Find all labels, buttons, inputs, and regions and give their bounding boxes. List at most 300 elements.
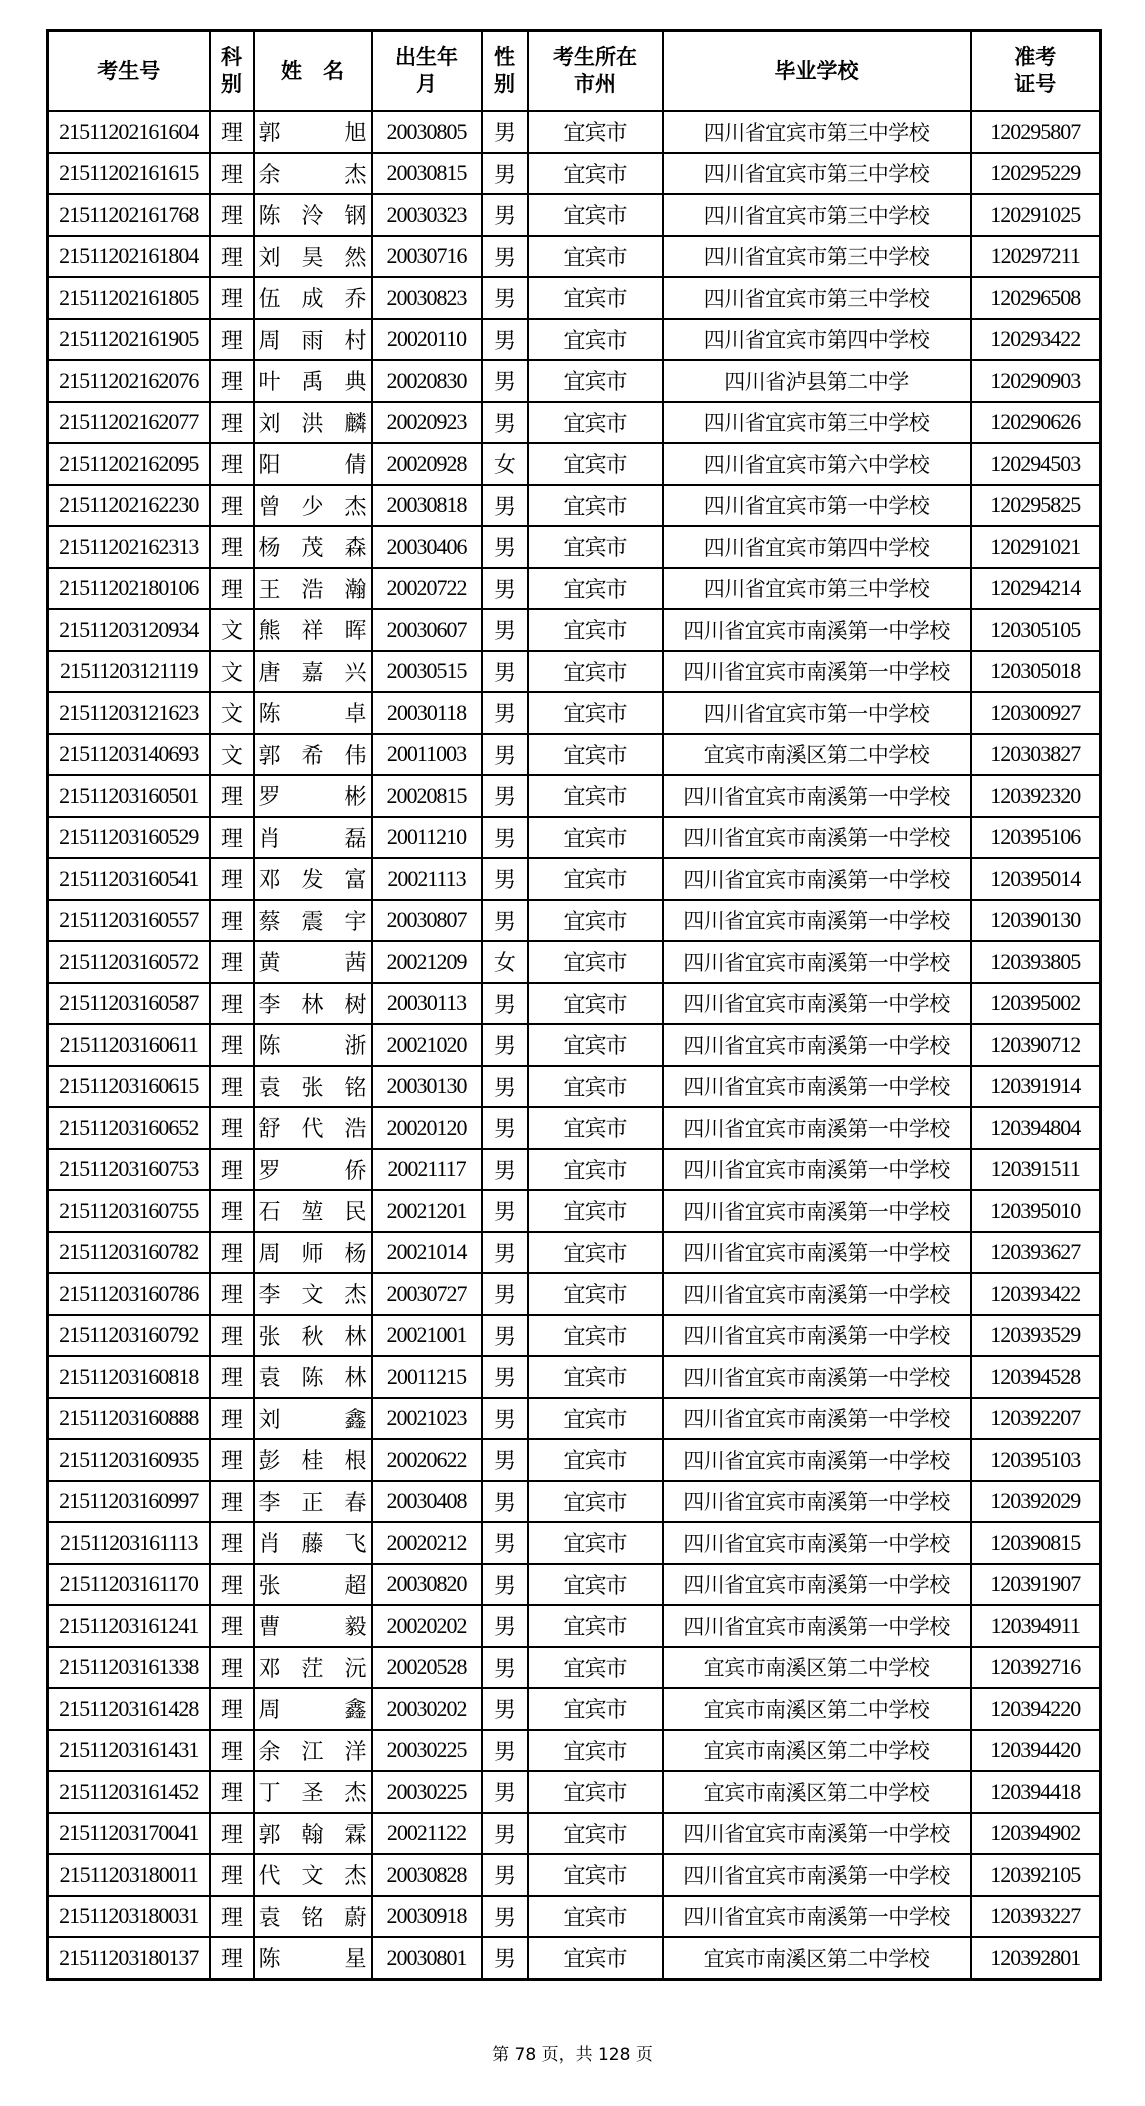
cell-gender: 男 xyxy=(482,817,528,859)
cell-school: 四川省宜宾市南溪第一中学校 xyxy=(663,1439,971,1481)
cell-city: 宜宾市 xyxy=(528,443,663,485)
cell-city: 宜宾市 xyxy=(528,983,663,1025)
cell-gender: 男 xyxy=(482,1771,528,1813)
table-row xyxy=(48,319,1101,361)
cell-exam-id: 21511203160792 xyxy=(48,1315,210,1357)
cell-exam-id: 21511202161604 xyxy=(48,111,210,153)
cell-subject: 理 xyxy=(210,443,254,485)
cell-city: 宜宾市 xyxy=(528,1232,663,1274)
table-row xyxy=(48,485,1101,527)
cell-gender: 女 xyxy=(482,443,528,485)
cell-name xyxy=(254,568,372,610)
cell-exam-id: 21511203161428 xyxy=(48,1688,210,1730)
cell-ticket: 120290903 xyxy=(971,360,1101,402)
cell-ticket: 120393422 xyxy=(971,1273,1101,1315)
cell-subject: 理 xyxy=(210,1730,254,1772)
cell-ticket: 120394220 xyxy=(971,1688,1101,1730)
student-name: 陈浙 xyxy=(258,1033,367,1059)
cell-ticket: 120393627 xyxy=(971,1232,1101,1274)
cell-ticket: 120394902 xyxy=(971,1813,1101,1855)
cell-city: 宜宾市 xyxy=(528,609,663,651)
table-row xyxy=(48,277,1101,319)
cell-birth: 20030130 xyxy=(372,1066,482,1108)
cell-gender: 男 xyxy=(482,1522,528,1564)
cell-city: 宜宾市 xyxy=(528,319,663,361)
cell-subject: 理 xyxy=(210,941,254,983)
student-name: 唐嘉兴 xyxy=(258,659,367,685)
table-row xyxy=(48,153,1101,195)
cell-school: 四川省宜宾市第三中学校 xyxy=(663,194,971,236)
student-name: 石堃民 xyxy=(258,1199,367,1225)
cell-school: 四川省宜宾市第一中学校 xyxy=(663,692,971,734)
cell-exam-id: 21511203161431 xyxy=(48,1730,210,1772)
cell-school: 四川省泸县第二中学 xyxy=(663,360,971,402)
cell-name xyxy=(254,1107,372,1149)
cell-school: 四川省宜宾市南溪第一中学校 xyxy=(663,1024,971,1066)
student-name: 刘昊然 xyxy=(258,244,367,270)
cell-city: 宜宾市 xyxy=(528,651,663,693)
cell-gender: 男 xyxy=(482,526,528,568)
cell-ticket: 120390130 xyxy=(971,900,1101,942)
cell-school: 四川省宜宾市南溪第一中学校 xyxy=(663,651,971,693)
cell-ticket: 120294214 xyxy=(971,568,1101,610)
cell-birth: 20030225 xyxy=(372,1730,482,1772)
cell-ticket: 120392105 xyxy=(971,1854,1101,1896)
cell-exam-id: 21511203160935 xyxy=(48,1439,210,1481)
table-row xyxy=(48,1273,1101,1315)
student-name: 陈泠钢 xyxy=(258,203,367,229)
cell-exam-id: 21511202162095 xyxy=(48,443,210,485)
cell-ticket: 120392801 xyxy=(971,1937,1101,1979)
cell-ticket: 120391907 xyxy=(971,1564,1101,1606)
cell-ticket: 120391511 xyxy=(971,1149,1101,1191)
cell-subject: 理 xyxy=(210,485,254,527)
table-row xyxy=(48,1605,1101,1647)
cell-name xyxy=(254,692,372,734)
cell-name xyxy=(254,443,372,485)
cell-city: 宜宾市 xyxy=(528,1854,663,1896)
cell-birth: 20030323 xyxy=(372,194,482,236)
cell-subject: 理 xyxy=(210,1273,254,1315)
cell-gender: 男 xyxy=(482,858,528,900)
cell-gender: 女 xyxy=(482,941,528,983)
student-name: 肖磊 xyxy=(258,825,367,851)
cell-name xyxy=(254,858,372,900)
cell-school: 四川省宜宾市第三中学校 xyxy=(663,568,971,610)
table-row xyxy=(48,1854,1101,1896)
header-birth: 出生年月 xyxy=(372,31,482,112)
cell-gender: 男 xyxy=(482,1564,528,1606)
cell-school: 四川省宜宾市第三中学校 xyxy=(663,402,971,444)
cell-exam-id: 21511203160782 xyxy=(48,1232,210,1274)
cell-birth: 20020923 xyxy=(372,402,482,444)
table-row xyxy=(48,734,1101,776)
cell-name xyxy=(254,1771,372,1813)
cell-gender: 男 xyxy=(482,319,528,361)
cell-city: 宜宾市 xyxy=(528,1771,663,1813)
cell-gender: 男 xyxy=(482,1066,528,1108)
cell-city: 宜宾市 xyxy=(528,734,663,776)
cell-ticket: 120395106 xyxy=(971,817,1101,859)
student-name: 余杰 xyxy=(258,161,367,187)
cell-birth: 20020722 xyxy=(372,568,482,610)
cell-city: 宜宾市 xyxy=(528,900,663,942)
cell-subject: 理 xyxy=(210,1439,254,1481)
cell-exam-id: 21511202161804 xyxy=(48,236,210,278)
cell-exam-id: 21511203161170 xyxy=(48,1564,210,1606)
cell-school: 宜宾市南溪区第二中学校 xyxy=(663,1647,971,1689)
cell-name xyxy=(254,1647,372,1689)
cell-exam-id: 21511202162230 xyxy=(48,485,210,527)
cell-ticket: 120394418 xyxy=(971,1771,1101,1813)
student-name: 袁陈林 xyxy=(258,1365,367,1391)
student-name: 张秋林 xyxy=(258,1323,367,1349)
cell-ticket: 120393805 xyxy=(971,941,1101,983)
cell-gender: 男 xyxy=(482,153,528,195)
cell-ticket: 120293422 xyxy=(971,319,1101,361)
cell-school: 四川省宜宾市南溪第一中学校 xyxy=(663,983,971,1025)
cell-birth: 20030805 xyxy=(372,111,482,153)
cell-city: 宜宾市 xyxy=(528,111,663,153)
table-row xyxy=(48,1564,1101,1606)
cell-birth: 20030818 xyxy=(372,485,482,527)
cell-ticket: 120392716 xyxy=(971,1647,1101,1689)
cell-name xyxy=(254,941,372,983)
cell-name xyxy=(254,1232,372,1274)
table-row xyxy=(48,1896,1101,1938)
cell-subject: 理 xyxy=(210,775,254,817)
cell-ticket: 120390712 xyxy=(971,1024,1101,1066)
cell-ticket: 120295825 xyxy=(971,485,1101,527)
student-name: 伍成乔 xyxy=(258,286,367,312)
student-name: 彭桂根 xyxy=(258,1448,367,1474)
student-name: 罗彬 xyxy=(258,784,367,810)
cell-subject: 理 xyxy=(210,319,254,361)
header-subject: 科别 xyxy=(210,31,254,112)
cell-city: 宜宾市 xyxy=(528,1522,663,1564)
cell-school: 宜宾市南溪区第二中学校 xyxy=(663,1730,971,1772)
header-name: 姓 名 xyxy=(254,31,372,112)
cell-name xyxy=(254,1356,372,1398)
cell-subject: 理 xyxy=(210,900,254,942)
cell-city: 宜宾市 xyxy=(528,1896,663,1938)
cell-city: 宜宾市 xyxy=(528,1605,663,1647)
student-name: 曾少杰 xyxy=(258,493,367,519)
cell-birth: 20021020 xyxy=(372,1024,482,1066)
cell-subject: 理 xyxy=(210,153,254,195)
student-name: 黄茜 xyxy=(258,950,367,976)
table-body xyxy=(48,111,1101,1979)
cell-subject: 理 xyxy=(210,1688,254,1730)
table-row xyxy=(48,1771,1101,1813)
header-school: 毕业学校 xyxy=(663,31,971,112)
cell-city: 宜宾市 xyxy=(528,1066,663,1108)
cell-gender: 男 xyxy=(482,734,528,776)
cell-exam-id: 21511203180011 xyxy=(48,1854,210,1896)
table-row xyxy=(48,775,1101,817)
student-name: 邓茳沅 xyxy=(258,1655,367,1681)
cell-name xyxy=(254,402,372,444)
cell-exam-id: 21511203180137 xyxy=(48,1937,210,1979)
table-row xyxy=(48,1149,1101,1191)
student-name: 李林树 xyxy=(258,991,367,1017)
cell-birth: 20020622 xyxy=(372,1439,482,1481)
cell-ticket: 120394528 xyxy=(971,1356,1101,1398)
table-row xyxy=(48,1356,1101,1398)
cell-name xyxy=(254,236,372,278)
table-row xyxy=(48,402,1101,444)
cell-school: 四川省宜宾市南溪第一中学校 xyxy=(663,1481,971,1523)
cell-gender: 男 xyxy=(482,1149,528,1191)
cell-exam-id: 21511203160615 xyxy=(48,1066,210,1108)
cell-gender: 男 xyxy=(482,360,528,402)
admission-list-table xyxy=(46,29,1102,1981)
cell-subject: 理 xyxy=(210,1024,254,1066)
cell-subject: 理 xyxy=(210,1605,254,1647)
cell-gender: 男 xyxy=(482,1190,528,1232)
table-row xyxy=(48,1024,1101,1066)
table-row xyxy=(48,1439,1101,1481)
cell-exam-id: 21511203160572 xyxy=(48,941,210,983)
cell-gender: 男 xyxy=(482,236,528,278)
cell-city: 宜宾市 xyxy=(528,775,663,817)
cell-subject: 理 xyxy=(210,858,254,900)
cell-city: 宜宾市 xyxy=(528,1398,663,1440)
table-row xyxy=(48,1937,1101,1979)
cell-subject: 理 xyxy=(210,1232,254,1274)
table-row xyxy=(48,983,1101,1025)
cell-gender: 男 xyxy=(482,1688,528,1730)
cell-school: 四川省宜宾市南溪第一中学校 xyxy=(663,1232,971,1274)
cell-birth: 20030408 xyxy=(372,1481,482,1523)
cell-birth: 20020212 xyxy=(372,1522,482,1564)
cell-city: 宜宾市 xyxy=(528,1647,663,1689)
cell-ticket: 120291021 xyxy=(971,526,1101,568)
cell-gender: 男 xyxy=(482,692,528,734)
cell-city: 宜宾市 xyxy=(528,1688,663,1730)
cell-gender: 男 xyxy=(482,1730,528,1772)
cell-birth: 20030716 xyxy=(372,236,482,278)
cell-ticket: 120392029 xyxy=(971,1481,1101,1523)
cell-name xyxy=(254,277,372,319)
cell-name xyxy=(254,194,372,236)
cell-exam-id: 21511203161338 xyxy=(48,1647,210,1689)
cell-birth: 20030406 xyxy=(372,526,482,568)
table-row xyxy=(48,941,1101,983)
cell-gender: 男 xyxy=(482,983,528,1025)
cell-school: 四川省宜宾市南溪第一中学校 xyxy=(663,1854,971,1896)
cell-exam-id: 21511203160529 xyxy=(48,817,210,859)
cell-name xyxy=(254,609,372,651)
cell-name xyxy=(254,1813,372,1855)
cell-ticket: 120393227 xyxy=(971,1896,1101,1938)
cell-school: 四川省宜宾市第三中学校 xyxy=(663,236,971,278)
cell-ticket: 120395014 xyxy=(971,858,1101,900)
cell-city: 宜宾市 xyxy=(528,402,663,444)
table-row xyxy=(48,817,1101,859)
cell-city: 宜宾市 xyxy=(528,1564,663,1606)
cell-name xyxy=(254,1481,372,1523)
cell-exam-id: 21511203160753 xyxy=(48,1149,210,1191)
student-name: 阳倩 xyxy=(258,452,367,478)
cell-exam-id: 21511203180031 xyxy=(48,1896,210,1938)
table-row xyxy=(48,609,1101,651)
student-name: 蔡震宇 xyxy=(258,908,367,934)
student-name: 李正春 xyxy=(258,1489,367,1515)
cell-subject: 理 xyxy=(210,1647,254,1689)
cell-birth: 20020202 xyxy=(372,1605,482,1647)
cell-name xyxy=(254,900,372,942)
cell-ticket: 120394804 xyxy=(971,1107,1101,1149)
cell-school: 四川省宜宾市南溪第一中学校 xyxy=(663,1149,971,1191)
cell-subject: 理 xyxy=(210,1481,254,1523)
cell-city: 宜宾市 xyxy=(528,817,663,859)
cell-name xyxy=(254,817,372,859)
cell-exam-id: 21511203160652 xyxy=(48,1107,210,1149)
cell-name xyxy=(254,360,372,402)
student-name: 郭旭 xyxy=(258,120,367,146)
cell-subject: 理 xyxy=(210,236,254,278)
student-name: 周鑫 xyxy=(258,1697,367,1723)
cell-school: 四川省宜宾市南溪第一中学校 xyxy=(663,1398,971,1440)
cell-exam-id: 21511203160818 xyxy=(48,1356,210,1398)
cell-school: 四川省宜宾市南溪第一中学校 xyxy=(663,817,971,859)
student-name: 杨茂森 xyxy=(258,535,367,561)
table-row xyxy=(48,194,1101,236)
cell-name xyxy=(254,1854,372,1896)
cell-birth: 20020528 xyxy=(372,1647,482,1689)
cell-school: 四川省宜宾市南溪第一中学校 xyxy=(663,1107,971,1149)
table-row xyxy=(48,1522,1101,1564)
cell-ticket: 120300927 xyxy=(971,692,1101,734)
cell-school: 四川省宜宾市南溪第一中学校 xyxy=(663,900,971,942)
cell-school: 四川省宜宾市南溪第一中学校 xyxy=(663,1273,971,1315)
cell-subject: 理 xyxy=(210,277,254,319)
table-row xyxy=(48,1190,1101,1232)
cell-ticket: 120394911 xyxy=(971,1605,1101,1647)
cell-name xyxy=(254,1730,372,1772)
cell-name xyxy=(254,319,372,361)
cell-birth: 20030727 xyxy=(372,1273,482,1315)
cell-ticket: 120291025 xyxy=(971,194,1101,236)
cell-exam-id: 21511202161905 xyxy=(48,319,210,361)
cell-ticket: 120395002 xyxy=(971,983,1101,1025)
student-name: 肖藤飞 xyxy=(258,1531,367,1557)
cell-ticket: 120395103 xyxy=(971,1439,1101,1481)
cell-school: 四川省宜宾市第三中学校 xyxy=(663,277,971,319)
table-row xyxy=(48,651,1101,693)
cell-school: 四川省宜宾市南溪第一中学校 xyxy=(663,1066,971,1108)
cell-name xyxy=(254,1605,372,1647)
student-name: 熊祥晖 xyxy=(258,618,367,644)
cell-school: 四川省宜宾市南溪第一中学校 xyxy=(663,1813,971,1855)
cell-school: 四川省宜宾市南溪第一中学校 xyxy=(663,1315,971,1357)
student-name: 余江洋 xyxy=(258,1738,367,1764)
cell-city: 宜宾市 xyxy=(528,1813,663,1855)
cell-subject: 文 xyxy=(210,609,254,651)
cell-school: 四川省宜宾市南溪第一中学校 xyxy=(663,941,971,983)
cell-ticket: 120305105 xyxy=(971,609,1101,651)
cell-exam-id: 21511203121623 xyxy=(48,692,210,734)
cell-school: 四川省宜宾市第六中学校 xyxy=(663,443,971,485)
student-name: 袁铭蔚 xyxy=(258,1904,367,1930)
student-name: 李文杰 xyxy=(258,1282,367,1308)
cell-school: 宜宾市南溪区第二中学校 xyxy=(663,1937,971,1979)
cell-name xyxy=(254,1149,372,1191)
cell-city: 宜宾市 xyxy=(528,858,663,900)
cell-ticket: 120296508 xyxy=(971,277,1101,319)
table-row xyxy=(48,360,1101,402)
cell-subject: 理 xyxy=(210,1356,254,1398)
cell-subject: 理 xyxy=(210,1854,254,1896)
header-city: 考生所在市州 xyxy=(528,31,663,112)
cell-subject: 理 xyxy=(210,360,254,402)
table-row xyxy=(48,1688,1101,1730)
cell-ticket: 120391914 xyxy=(971,1066,1101,1108)
cell-birth: 20030820 xyxy=(372,1564,482,1606)
cell-birth: 20020928 xyxy=(372,443,482,485)
cell-name xyxy=(254,1190,372,1232)
cell-gender: 男 xyxy=(482,1813,528,1855)
table-row xyxy=(48,443,1101,485)
cell-name xyxy=(254,1066,372,1108)
cell-gender: 男 xyxy=(482,194,528,236)
table-row xyxy=(48,1232,1101,1274)
cell-gender: 男 xyxy=(482,1024,528,1066)
cell-city: 宜宾市 xyxy=(528,1439,663,1481)
student-name: 周雨村 xyxy=(258,327,367,353)
cell-name xyxy=(254,651,372,693)
cell-city: 宜宾市 xyxy=(528,1273,663,1315)
cell-school: 宜宾市南溪区第二中学校 xyxy=(663,1688,971,1730)
cell-gender: 男 xyxy=(482,1107,528,1149)
cell-exam-id: 21511202180106 xyxy=(48,568,210,610)
cell-gender: 男 xyxy=(482,1481,528,1523)
student-name: 周师杨 xyxy=(258,1240,367,1266)
cell-subject: 理 xyxy=(210,1896,254,1938)
table-row xyxy=(48,1315,1101,1357)
cell-gender: 男 xyxy=(482,1439,528,1481)
cell-gender: 男 xyxy=(482,651,528,693)
cell-exam-id: 21511202162076 xyxy=(48,360,210,402)
cell-exam-id: 21511202161768 xyxy=(48,194,210,236)
table-row xyxy=(48,111,1101,153)
cell-name xyxy=(254,1439,372,1481)
cell-exam-id: 21511203160587 xyxy=(48,983,210,1025)
cell-exam-id: 21511203160786 xyxy=(48,1273,210,1315)
cell-birth: 20030828 xyxy=(372,1854,482,1896)
cell-birth: 20020120 xyxy=(372,1107,482,1149)
cell-name xyxy=(254,1398,372,1440)
cell-subject: 理 xyxy=(210,1398,254,1440)
cell-school: 四川省宜宾市南溪第一中学校 xyxy=(663,1605,971,1647)
table-row xyxy=(48,236,1101,278)
cell-school: 四川省宜宾市南溪第一中学校 xyxy=(663,1522,971,1564)
cell-ticket: 120290626 xyxy=(971,402,1101,444)
table-row xyxy=(48,900,1101,942)
cell-city: 宜宾市 xyxy=(528,692,663,734)
cell-name xyxy=(254,983,372,1025)
cell-gender: 男 xyxy=(482,1896,528,1938)
cell-name xyxy=(254,111,372,153)
cell-name xyxy=(254,1688,372,1730)
cell-gender: 男 xyxy=(482,775,528,817)
header-gender: 性别 xyxy=(482,31,528,112)
cell-school: 四川省宜宾市第三中学校 xyxy=(663,111,971,153)
cell-birth: 20030918 xyxy=(372,1896,482,1938)
cell-name xyxy=(254,775,372,817)
cell-school: 宜宾市南溪区第二中学校 xyxy=(663,1771,971,1813)
